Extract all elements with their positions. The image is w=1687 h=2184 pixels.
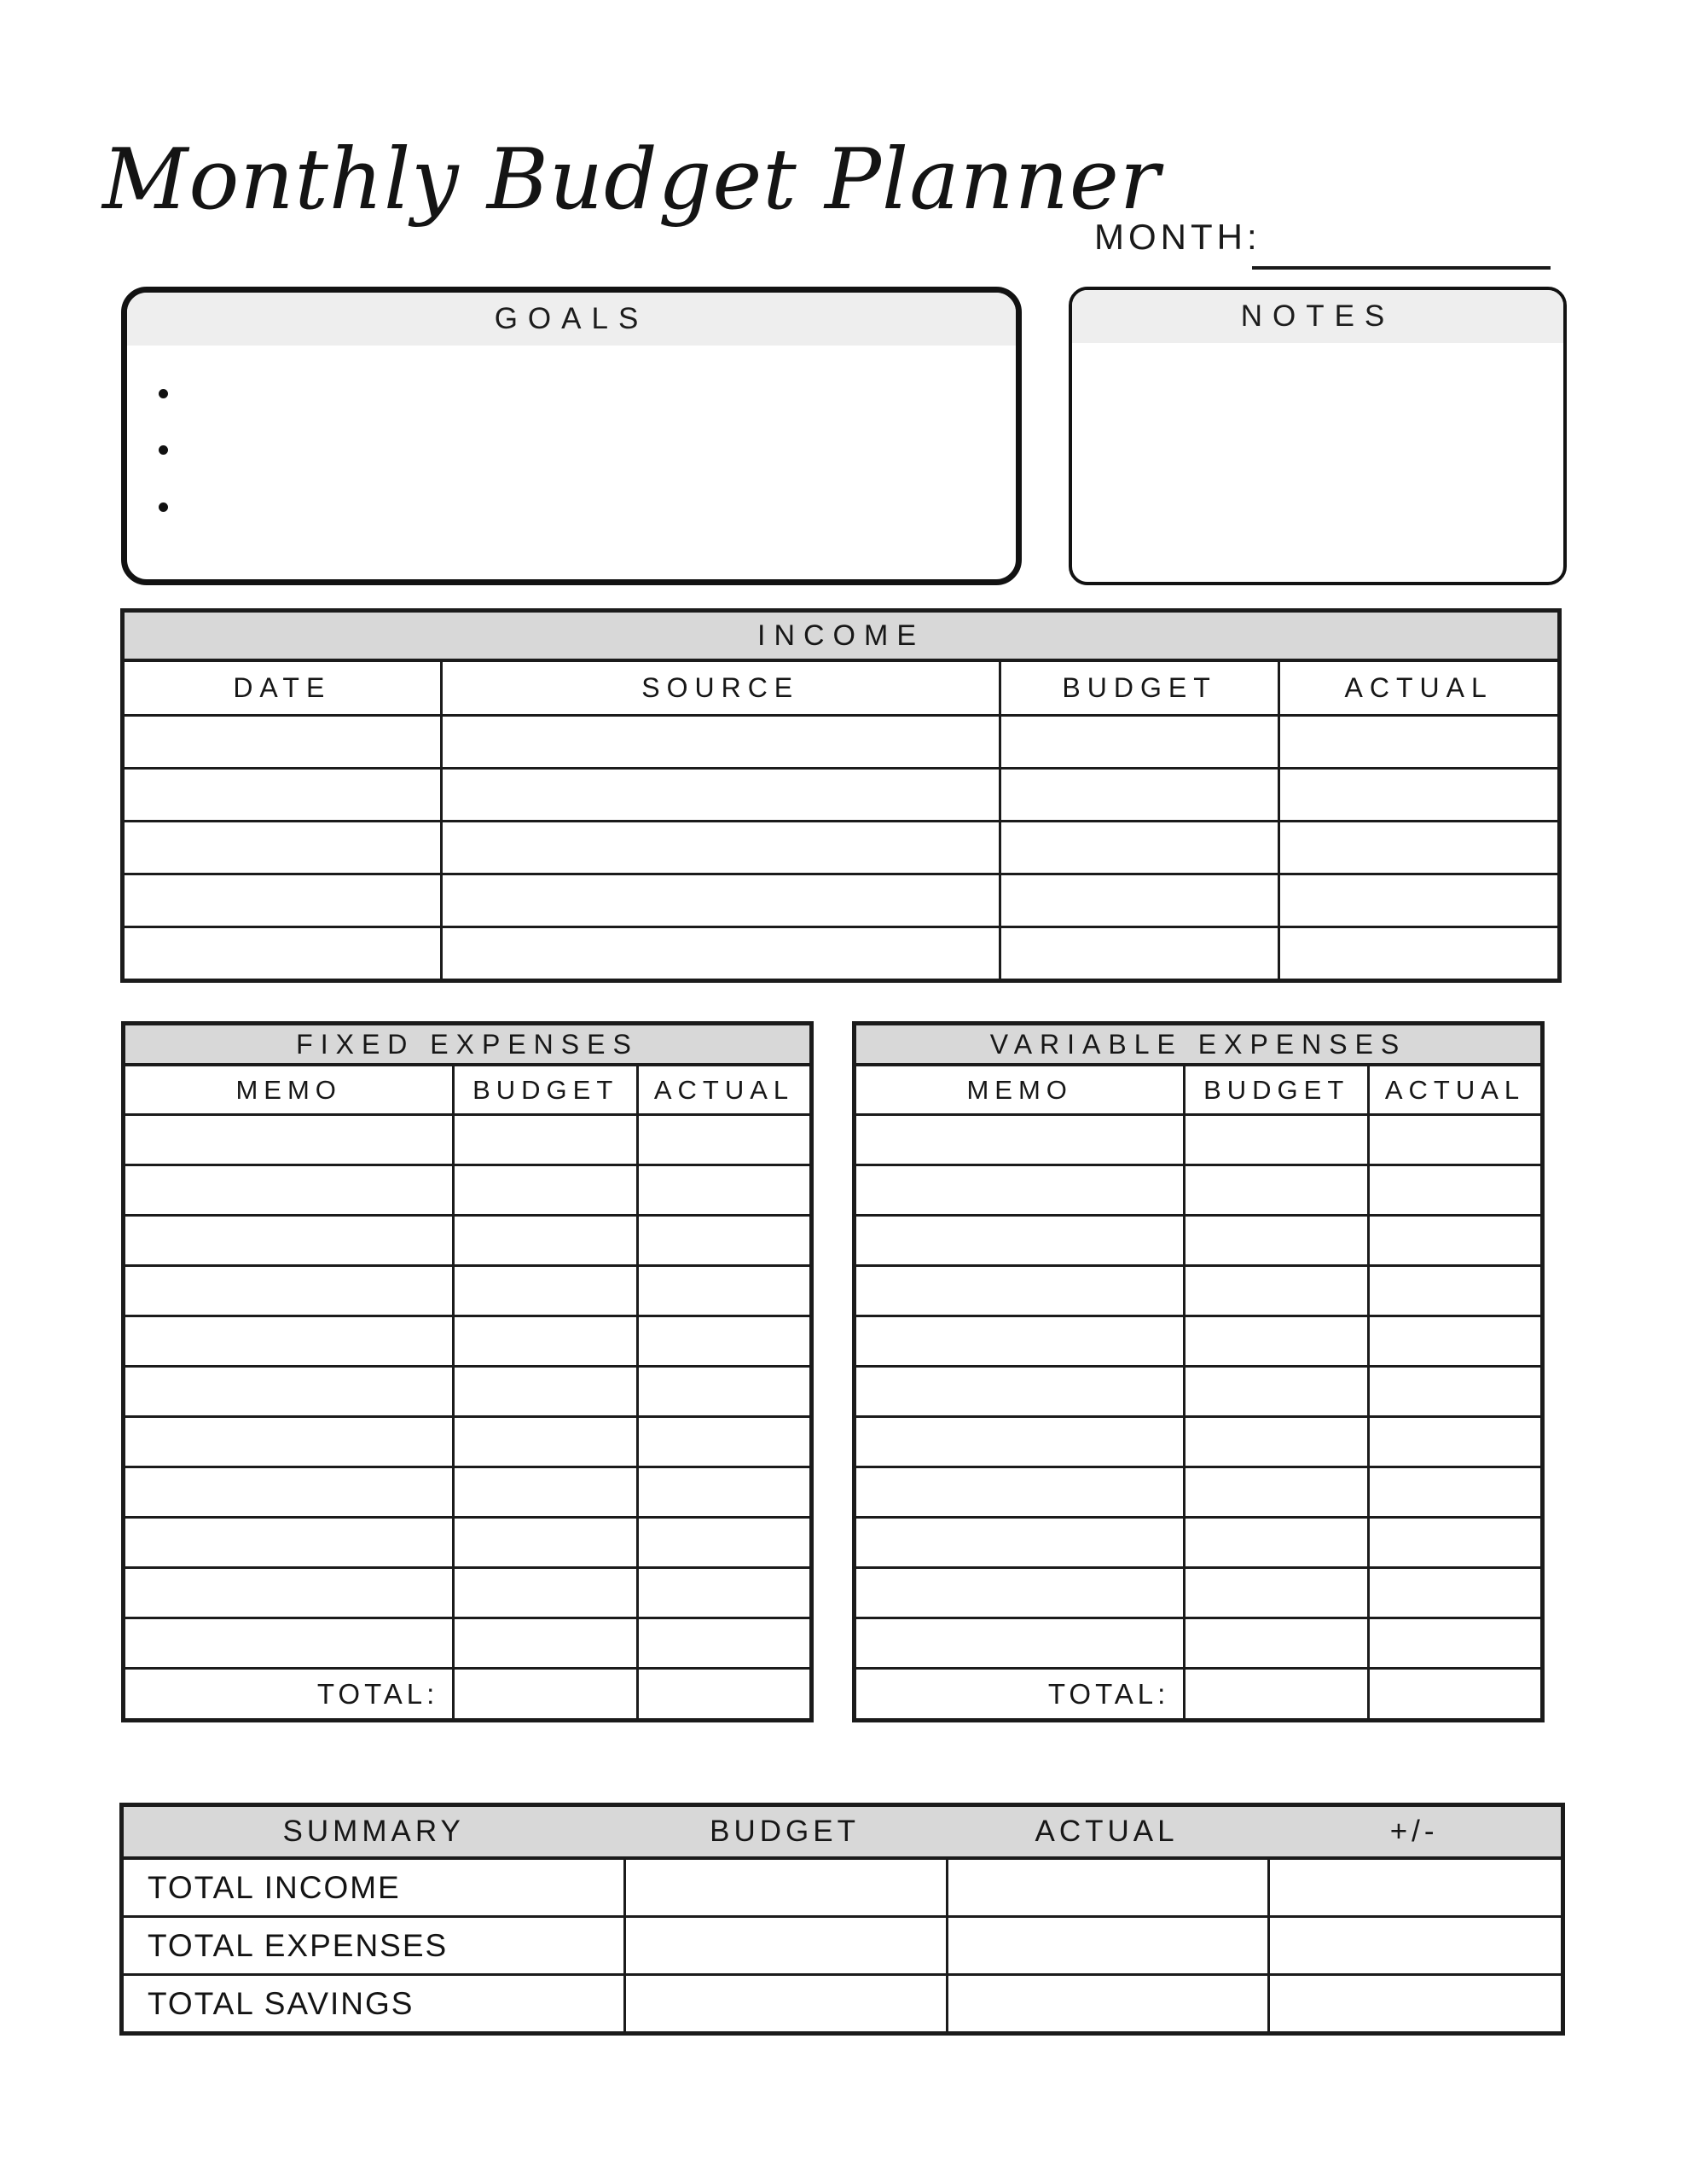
variable-expense-cell[interactable]: [1367, 1267, 1540, 1315]
fixed-expense-cell[interactable]: [125, 1368, 452, 1415]
fixed-expense-cell[interactable]: [452, 1619, 636, 1667]
fixed-expense-cell[interactable]: [452, 1418, 636, 1466]
income-cell[interactable]: [125, 770, 440, 820]
variable-expense-cell[interactable]: [1367, 1468, 1540, 1516]
variable-expense-cell[interactable]: [856, 1569, 1183, 1617]
income-cell[interactable]: [999, 928, 1278, 979]
income-row: [125, 767, 1557, 820]
fixed-expenses-total-row: [125, 1667, 809, 1718]
fixed-expense-cell[interactable]: [125, 1468, 452, 1516]
notes-panel: [1069, 287, 1567, 585]
fixed-expenses-column-header: ACTUAL: [636, 1066, 809, 1113]
income-column-header-row: [125, 662, 1557, 714]
fixed-expense-cell[interactable]: [636, 1317, 809, 1365]
variable-expense-cell[interactable]: [1183, 1468, 1367, 1516]
fixed-expense-cell[interactable]: [452, 1317, 636, 1365]
summary-header: ACTUAL: [1035, 1815, 1179, 1848]
income-cell[interactable]: [125, 822, 440, 873]
variable-expenses-column-header: ACTUAL: [1367, 1066, 1540, 1113]
fixed-expense-cell[interactable]: [636, 1116, 809, 1164]
variable-expense-row: [856, 1113, 1540, 1164]
income-cell[interactable]: [440, 822, 999, 873]
fixed-expense-cell[interactable]: [636, 1368, 809, 1415]
fixed-expense-row: [125, 1164, 809, 1214]
fixed-expense-cell[interactable]: [125, 1317, 452, 1365]
variable-expense-cell[interactable]: [1183, 1317, 1367, 1365]
notes-write-area[interactable]: [1072, 343, 1563, 585]
summary-row-label: TOTAL INCOME: [148, 1869, 401, 1905]
variable-expense-cell[interactable]: [1183, 1267, 1367, 1315]
summary-actual-cell[interactable]: [946, 1976, 1267, 2031]
income-row: [125, 926, 1557, 979]
income-column-header: BUDGET: [999, 662, 1278, 714]
summary-row: [124, 1915, 1561, 1973]
variable-expense-row: [856, 1566, 1540, 1617]
variable-expense-row: [856, 1315, 1540, 1365]
fixed-expense-cell[interactable]: [125, 1166, 452, 1214]
page-title: Monthly Budget Planner: [102, 131, 1161, 229]
notes-header: NOTES: [1072, 290, 1563, 343]
goals-panel: [121, 287, 1022, 585]
variable-expense-row: [856, 1415, 1540, 1466]
income-cell[interactable]: [125, 928, 440, 979]
month-input-line[interactable]: [1252, 235, 1551, 270]
fixed-expense-row: [125, 1214, 809, 1264]
income-table: [120, 608, 1562, 983]
variable-expenses-total-actual-cell[interactable]: [1367, 1670, 1540, 1718]
goal-bullet-icon: [159, 389, 168, 398]
fixed-expense-cell[interactable]: [636, 1267, 809, 1315]
variable-expense-cell[interactable]: [1183, 1116, 1367, 1164]
variable-expense-cell[interactable]: [1367, 1519, 1540, 1566]
goals-write-area[interactable]: [127, 346, 1016, 585]
fixed-expense-row: [125, 1264, 809, 1315]
variable-expense-cell[interactable]: [856, 1519, 1183, 1566]
summary-row: [124, 1860, 1561, 1915]
fixed-expense-cell[interactable]: [636, 1166, 809, 1214]
summary-header: +/-: [1389, 1815, 1439, 1848]
income-cell[interactable]: [440, 875, 999, 926]
fixed-expense-cell[interactable]: [452, 1468, 636, 1516]
variable-expense-cell[interactable]: [1183, 1418, 1367, 1466]
fixed-expense-row: [125, 1516, 809, 1566]
variable-expense-row: [856, 1617, 1540, 1667]
variable-expense-cell[interactable]: [856, 1368, 1183, 1415]
income-cell[interactable]: [999, 875, 1278, 926]
fixed-expense-cell[interactable]: [636, 1619, 809, 1667]
fixed-expense-row: [125, 1365, 809, 1415]
summary-header: BUDGET: [710, 1815, 861, 1848]
variable-expense-cell[interactable]: [856, 1468, 1183, 1516]
summary-actual-cell[interactable]: [946, 1860, 1267, 1915]
fixed-expense-cell[interactable]: [452, 1519, 636, 1566]
variable-expense-row: [856, 1164, 1540, 1214]
fixed-expense-cell[interactable]: [636, 1418, 809, 1466]
variable-expense-cell[interactable]: [856, 1166, 1183, 1214]
variable-expense-cell[interactable]: [1367, 1166, 1540, 1214]
variable-expense-cell[interactable]: [856, 1418, 1183, 1466]
variable-expense-cell[interactable]: [1183, 1166, 1367, 1214]
income-cell[interactable]: [999, 822, 1278, 873]
summary-rows: [124, 1860, 1561, 2031]
income-cell[interactable]: [1278, 717, 1557, 767]
income-cell[interactable]: [125, 875, 440, 926]
income-cell[interactable]: [1278, 770, 1557, 820]
variable-expense-cell[interactable]: [1367, 1619, 1540, 1667]
variable-expense-cell[interactable]: [1183, 1619, 1367, 1667]
fixed-expenses-column-header-row: [125, 1066, 809, 1113]
variable-expenses-total-label: TOTAL:: [1047, 1677, 1170, 1710]
fixed-expense-cell[interactable]: [125, 1619, 452, 1667]
variable-expenses-section-header: VARIABLE EXPENSES: [856, 1025, 1540, 1066]
variable-expenses-total-row: [856, 1667, 1540, 1718]
variable-expense-cell[interactable]: [856, 1267, 1183, 1315]
fixed-expense-cell[interactable]: [452, 1166, 636, 1214]
income-cell[interactable]: [1278, 822, 1557, 873]
fixed-expense-cell[interactable]: [125, 1569, 452, 1617]
fixed-expense-cell[interactable]: [452, 1368, 636, 1415]
income-row: [125, 820, 1557, 873]
fixed-expense-cell[interactable]: [452, 1116, 636, 1164]
summary-row: [124, 1973, 1561, 2031]
income-row: [125, 714, 1557, 767]
goals-header: GOALS: [127, 293, 1016, 346]
variable-expenses-column-header: MEMO: [966, 1074, 1073, 1105]
fixed-expenses-total-actual-cell[interactable]: [636, 1670, 809, 1718]
fixed-expense-cell[interactable]: [636, 1519, 809, 1566]
income-cell[interactable]: [1278, 928, 1557, 979]
fixed-expense-cell[interactable]: [452, 1267, 636, 1315]
income-column-header: DATE: [233, 672, 332, 703]
variable-expense-cell[interactable]: [1183, 1519, 1367, 1566]
fixed-expenses-total-label: TOTAL:: [316, 1677, 439, 1710]
variable-expense-cell[interactable]: [1183, 1368, 1367, 1415]
income-cell[interactable]: [999, 717, 1278, 767]
variable-expense-cell[interactable]: [1367, 1116, 1540, 1164]
variable-expense-cell[interactable]: [856, 1217, 1183, 1264]
income-cell[interactable]: [440, 717, 999, 767]
fixed-expense-cell[interactable]: [452, 1217, 636, 1264]
fixed-expense-row: [125, 1617, 809, 1667]
variable-expense-cell[interactable]: [1367, 1569, 1540, 1617]
income-row: [125, 873, 1557, 926]
summary-budget-cell[interactable]: [623, 1860, 945, 1915]
goal-bullet-icon: [159, 502, 168, 512]
variable-expense-cell[interactable]: [856, 1116, 1183, 1164]
fixed-expense-cell[interactable]: [636, 1468, 809, 1516]
summary-plusminus-cell[interactable]: [1267, 1976, 1561, 2031]
fixed-expenses-total-budget-cell[interactable]: [452, 1670, 636, 1718]
variable-expense-cell[interactable]: [856, 1619, 1183, 1667]
variable-expense-cell[interactable]: [1367, 1217, 1540, 1264]
variable-expense-cell[interactable]: [1183, 1217, 1367, 1264]
goal-bullet-icon: [159, 445, 168, 455]
income-column-header: SOURCE: [440, 662, 999, 714]
fixed-expense-row: [125, 1315, 809, 1365]
variable-expense-cell[interactable]: [1367, 1418, 1540, 1466]
income-cell[interactable]: [1278, 875, 1557, 926]
variable-expenses-column-header: BUDGET: [1183, 1066, 1367, 1113]
variable-expenses-total-budget-cell[interactable]: [1183, 1670, 1367, 1718]
variable-expense-row: [856, 1365, 1540, 1415]
fixed-expense-row: [125, 1113, 809, 1164]
income-cell[interactable]: [440, 928, 999, 979]
variable-expense-cell[interactable]: [1367, 1368, 1540, 1415]
variable-expense-cell[interactable]: [1367, 1317, 1540, 1365]
variable-expenses-column-header-row: [856, 1066, 1540, 1113]
fixed-expense-cell[interactable]: [125, 1519, 452, 1566]
fixed-expense-cell[interactable]: [125, 1217, 452, 1264]
income-section-header: INCOME: [125, 613, 1557, 662]
summary-plusminus-cell[interactable]: [1267, 1918, 1561, 1973]
variable-expense-row: [856, 1466, 1540, 1516]
fixed-expense-row: [125, 1466, 809, 1516]
income-column-header: ACTUAL: [1278, 662, 1557, 714]
summary-header-row: [124, 1807, 1561, 1860]
summary-actual-cell[interactable]: [946, 1918, 1267, 1973]
fixed-expense-row: [125, 1566, 809, 1617]
fixed-expenses-column-header: MEMO: [235, 1074, 342, 1105]
variable-expense-cell[interactable]: [856, 1317, 1183, 1365]
fixed-expense-cell[interactable]: [452, 1569, 636, 1617]
variable-expense-row: [856, 1214, 1540, 1264]
month-label: MONTH:: [1094, 217, 1261, 257]
summary-row-label: TOTAL SAVINGS: [148, 1985, 415, 2021]
variable-expense-cell[interactable]: [1183, 1569, 1367, 1617]
fixed-expense-cell[interactable]: [125, 1418, 452, 1466]
income-cell[interactable]: [125, 717, 440, 767]
variable-expense-row: [856, 1516, 1540, 1566]
fixed-expense-cell[interactable]: [636, 1217, 809, 1264]
income-cell[interactable]: [999, 770, 1278, 820]
summary-budget-cell[interactable]: [623, 1976, 945, 2031]
fixed-expense-cell[interactable]: [636, 1569, 809, 1617]
fixed-expense-cell[interactable]: [125, 1116, 452, 1164]
summary-table: [119, 1803, 1565, 2036]
summary-budget-cell[interactable]: [623, 1918, 945, 1973]
variable-expenses-table: [852, 1021, 1545, 1722]
fixed-expenses-section-header: FIXED EXPENSES: [125, 1025, 809, 1066]
fixed-expenses-table: [121, 1021, 814, 1722]
fixed-expense-row: [125, 1415, 809, 1466]
summary-header: SUMMARY: [282, 1815, 465, 1848]
fixed-expenses-column-header: BUDGET: [452, 1066, 636, 1113]
fixed-expense-cell[interactable]: [125, 1267, 452, 1315]
income-cell[interactable]: [440, 770, 999, 820]
summary-row-label: TOTAL EXPENSES: [148, 1927, 449, 1963]
summary-plusminus-cell[interactable]: [1267, 1860, 1561, 1915]
variable-expense-row: [856, 1264, 1540, 1315]
